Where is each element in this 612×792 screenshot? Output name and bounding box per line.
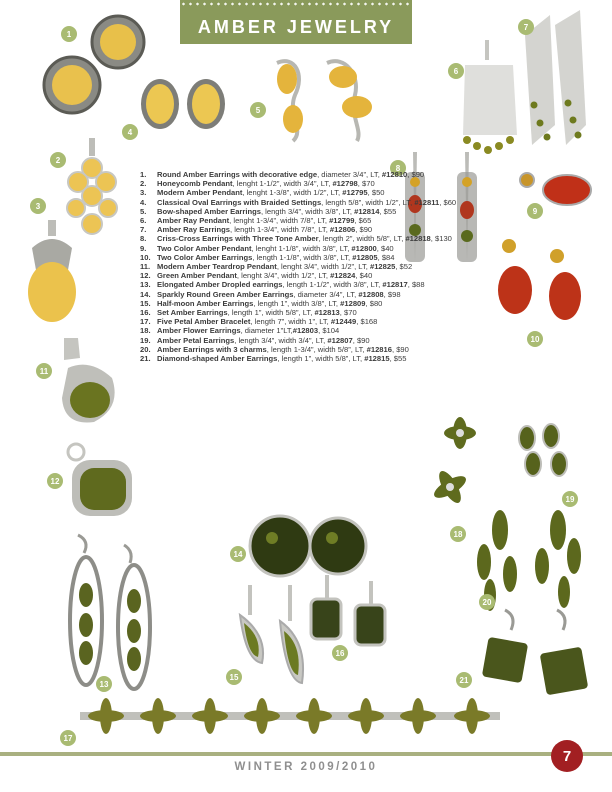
- product-number: 6.: [140, 216, 147, 226]
- product-list-item: [140, 207, 470, 216]
- product-list-item: [140, 326, 470, 335]
- product-detail: , length 3/4”, width 3/4”, LT,: [234, 335, 328, 345]
- product-name: Half-moon Amber Earrings: [157, 298, 254, 308]
- item-6-pendant-image: [455, 40, 525, 160]
- product-price: , $55: [379, 206, 397, 216]
- product-price: , $40: [376, 243, 394, 253]
- product-detail: , length 1”, width 5/8”, LT,: [227, 308, 315, 318]
- product-number: 13.: [140, 280, 151, 290]
- product-number: 21.: [140, 354, 151, 364]
- product-price: , $50: [367, 188, 385, 198]
- page-title: AMBER JEWELRY: [197, 17, 395, 37]
- item-badge-4: 4: [122, 124, 138, 140]
- product-list-item: [140, 290, 470, 299]
- item-5-earrings-image: [265, 55, 385, 145]
- product-number: 2.: [140, 179, 147, 189]
- product-list-item: [140, 216, 470, 225]
- product-list-item: [140, 170, 470, 179]
- product-sku: #12809: [340, 298, 366, 308]
- item-badge-21: 21: [456, 672, 472, 688]
- product-description: [157, 271, 372, 280]
- product-price: , $90: [352, 335, 370, 345]
- product-description: [157, 317, 377, 326]
- product-name: Amber Flower Earrings: [157, 326, 241, 336]
- product-list-item: [140, 317, 470, 326]
- item-badge-7: 7: [518, 19, 534, 35]
- product-sku: #12818: [405, 234, 431, 244]
- product-description: [157, 188, 385, 197]
- product-list-item: [140, 234, 470, 243]
- product-list-item: [140, 179, 470, 188]
- product-name: Set Amber Earrings: [157, 308, 228, 318]
- product-detail: , length 1”, width 5/8”, LT,: [277, 354, 365, 364]
- item-16-earrings-image: [305, 575, 395, 645]
- product-price: , $70: [339, 308, 357, 318]
- item-4-earrings-image: [140, 78, 230, 136]
- item-badge-6: 6: [448, 63, 464, 79]
- product-price: , $90: [407, 170, 425, 179]
- product-list-item: [140, 299, 470, 308]
- product-detail: , diameter 1”LT,: [240, 326, 293, 336]
- product-sku: #12807: [327, 335, 353, 345]
- product-name: Diamond-shaped Amber Earrings: [157, 354, 278, 364]
- product-description: [157, 326, 339, 335]
- item-11-pendant-image: [50, 338, 130, 426]
- product-name: Round Amber Earrings with decorative edge: [157, 170, 318, 179]
- item-badge-15: 15: [226, 669, 242, 685]
- product-detail: , lenght 1-1/2”, width 3/4”, LT,: [232, 179, 333, 189]
- product-number: 9.: [140, 243, 147, 253]
- product-sku: #12810: [381, 170, 408, 179]
- product-description: [157, 207, 396, 216]
- product-number: 8.: [140, 234, 147, 244]
- product-sku: #12799: [329, 216, 355, 226]
- product-name: Amber Earrings with 3 charms: [157, 344, 267, 354]
- product-name: Green Amber Pendant: [157, 271, 237, 281]
- product-detail: , lenght 1-3/4”, width 7/8”, LT,: [229, 216, 330, 226]
- product-name: Amber Ray Earrings: [157, 225, 231, 235]
- product-sku: #12795: [342, 188, 368, 198]
- product-detail: , length 1-3/4”, width 7/8”, LT,: [230, 225, 330, 235]
- product-number: 1.: [140, 170, 147, 179]
- item-badge-5: 5: [250, 102, 266, 118]
- product-price: , $130: [430, 234, 452, 244]
- product-description: [157, 216, 371, 225]
- product-list-item: [140, 336, 470, 345]
- product-name: Two Color Amber Pendant: [157, 243, 252, 253]
- product-price: , $65: [354, 216, 372, 226]
- product-list: [140, 170, 470, 363]
- product-name: Elongated Amber Dropled earrings: [157, 280, 283, 290]
- product-price: , $90: [391, 344, 409, 354]
- product-description: [157, 345, 409, 354]
- product-price: , $168: [356, 317, 378, 327]
- item-badge-11: 11: [36, 363, 52, 379]
- product-number: 5.: [140, 206, 147, 216]
- product-list-item: [140, 188, 470, 197]
- product-sku: #12825: [369, 262, 396, 272]
- product-detail: , length 7”, width 1”, LT,: [250, 317, 331, 327]
- product-description: [157, 308, 357, 317]
- item-3-pendant-image: [22, 220, 82, 326]
- product-price: , $84: [377, 252, 395, 262]
- product-sku: #12813: [314, 308, 340, 318]
- page-header: [180, 0, 412, 44]
- product-number: 15.: [140, 298, 151, 308]
- product-list-item: [140, 262, 470, 271]
- product-list-item: [140, 198, 470, 207]
- product-list-item: [140, 308, 470, 317]
- product-list-item: [140, 354, 470, 363]
- product-description: [157, 179, 375, 188]
- product-detail: , length 3/4”, width 3/8”, LT,: [260, 206, 355, 216]
- item-badge-19: 19: [562, 491, 578, 507]
- product-sku: #12449: [330, 317, 357, 327]
- product-price: , $55: [389, 354, 407, 364]
- product-price: , $88: [407, 280, 425, 290]
- product-description: [157, 253, 395, 262]
- item-badge-8: 8: [390, 160, 406, 176]
- product-detail: , length 2”, width 5/8”, LT,: [318, 234, 406, 244]
- product-description: [157, 290, 401, 299]
- product-price: , $60: [439, 197, 457, 207]
- item-19-earrings-image: [505, 420, 577, 490]
- product-detail: , length 5/8”, width 1/2”, LT,: [321, 197, 415, 207]
- product-number: 11.: [140, 262, 151, 272]
- product-number: 16.: [140, 308, 151, 318]
- item-15-earrings-image: [232, 585, 312, 690]
- product-number: 12.: [140, 271, 151, 281]
- product-description: [157, 244, 394, 253]
- item-1-earrings-image: [40, 12, 150, 117]
- item-badge-17: 17: [60, 730, 76, 746]
- product-sku: #12798: [332, 179, 358, 189]
- product-detail: , length 1-1/2”, width 3/8”, LT,: [282, 280, 383, 290]
- product-description: [157, 234, 452, 243]
- product-description: [157, 354, 406, 363]
- item-10-earrings-image: [495, 232, 595, 332]
- header-dot-border: [180, 1, 412, 7]
- product-number: 18.: [140, 326, 151, 336]
- product-number: 17.: [140, 317, 151, 327]
- product-name: Criss-Cross Earrings with Three Tone Amber: [157, 234, 319, 244]
- product-description: [157, 336, 370, 345]
- product-name: Classical Oval Earrings with Braided Settings: [157, 197, 322, 207]
- product-sku: #12800: [351, 243, 377, 253]
- product-price: , $80: [365, 298, 383, 308]
- item-badge-3: 3: [30, 198, 46, 214]
- product-price: , $104: [318, 326, 340, 336]
- product-description: [157, 170, 424, 179]
- product-list-item: [140, 271, 470, 280]
- product-list-item: [140, 225, 470, 234]
- product-sku: #12811: [414, 197, 440, 207]
- product-name: Five Petal Amber Bracelet: [157, 317, 251, 327]
- product-description: [157, 198, 456, 207]
- item-badge-1: 1: [61, 26, 77, 42]
- item-badge-13: 13: [96, 676, 112, 692]
- product-detail: , lenght 3/4”, width 1/2”, LT,: [236, 271, 331, 281]
- product-number: 10.: [140, 252, 151, 262]
- product-description: [157, 299, 382, 308]
- item-17-bracelet-image: [80, 688, 500, 746]
- product-name: Bow-shaped Amber Earrings: [157, 206, 261, 216]
- product-name: Amber Ray Pendant: [157, 216, 230, 226]
- product-list-item: [140, 244, 470, 253]
- footer-issue: WINTER 2009/2010: [234, 761, 378, 773]
- product-name: Modern Amber Teardrop Pendant: [157, 262, 277, 272]
- item-14-earrings-image: [248, 510, 368, 580]
- product-sku: #12816: [366, 344, 392, 354]
- product-price: , $40: [355, 271, 373, 281]
- page-number-badge: 7: [551, 740, 583, 772]
- item-badge-12: 12: [47, 473, 63, 489]
- product-list-item: [140, 345, 470, 354]
- product-sku: #12824: [330, 271, 356, 281]
- product-number: 3.: [140, 188, 147, 198]
- item-badge-20: 20: [479, 594, 495, 610]
- item-badge-14: 14: [230, 546, 246, 562]
- product-detail: , length 1”, width 3/8”, LT,: [253, 298, 341, 308]
- product-detail: , lenght 1-1/8”, width 3/8”, LT,: [251, 243, 352, 253]
- product-detail: , diameter 3/4”, LT,: [317, 170, 382, 179]
- product-name: Sparkly Round Green Amber Earrings: [157, 289, 294, 299]
- product-detail: , length 1-1/8”, width 3/8”, LT,: [252, 252, 353, 262]
- product-detail: , length 1-3/4”, width 5/8”, LT,: [266, 344, 367, 354]
- product-number: 4.: [140, 197, 147, 207]
- product-sku: #12814: [354, 206, 380, 216]
- item-badge-10: 10: [527, 331, 543, 347]
- product-description: [157, 262, 412, 271]
- product-sku: #12803: [292, 326, 319, 336]
- product-sku: #12805: [352, 252, 378, 262]
- product-number: 7.: [140, 225, 147, 235]
- product-sku: #12817: [382, 280, 408, 290]
- product-price: , $98: [383, 289, 401, 299]
- product-number: 19.: [140, 335, 151, 345]
- product-price: , $90: [355, 225, 373, 235]
- product-name: Amber Petal Earrings: [157, 335, 235, 345]
- product-price: , $70: [357, 179, 375, 189]
- product-price: , $52: [395, 262, 413, 272]
- item-badge-2: 2: [50, 152, 66, 168]
- item-12-pendant-image: [62, 440, 137, 518]
- product-number: 14.: [140, 289, 151, 299]
- item-badge-18: 18: [450, 526, 466, 542]
- footer-rule: [0, 752, 612, 756]
- product-name: Two Color Amber Earrings: [157, 252, 253, 262]
- product-list-item: [140, 253, 470, 262]
- item-badge-16: 16: [332, 645, 348, 661]
- product-sku: #12806: [329, 225, 356, 235]
- product-name: Modern Amber Pendant: [157, 188, 243, 198]
- product-detail: , lenght 1-3/8”, width 1/2”, LT,: [242, 188, 343, 198]
- product-number: 20.: [140, 344, 151, 354]
- product-detail: , lenght 3/4”, width 1/2”, LT,: [276, 262, 370, 272]
- product-detail: , diameter 3/4”, LT,: [293, 289, 359, 299]
- item-badge-9: 9: [527, 203, 543, 219]
- product-list-item: [140, 280, 470, 289]
- product-name: Honeycomb Pendant: [157, 179, 233, 189]
- product-sku: #12815: [364, 354, 390, 364]
- product-description: [157, 225, 372, 234]
- item-9-pendant-image: [515, 168, 595, 208]
- product-description: [157, 280, 425, 289]
- product-sku: #12808: [358, 289, 384, 299]
